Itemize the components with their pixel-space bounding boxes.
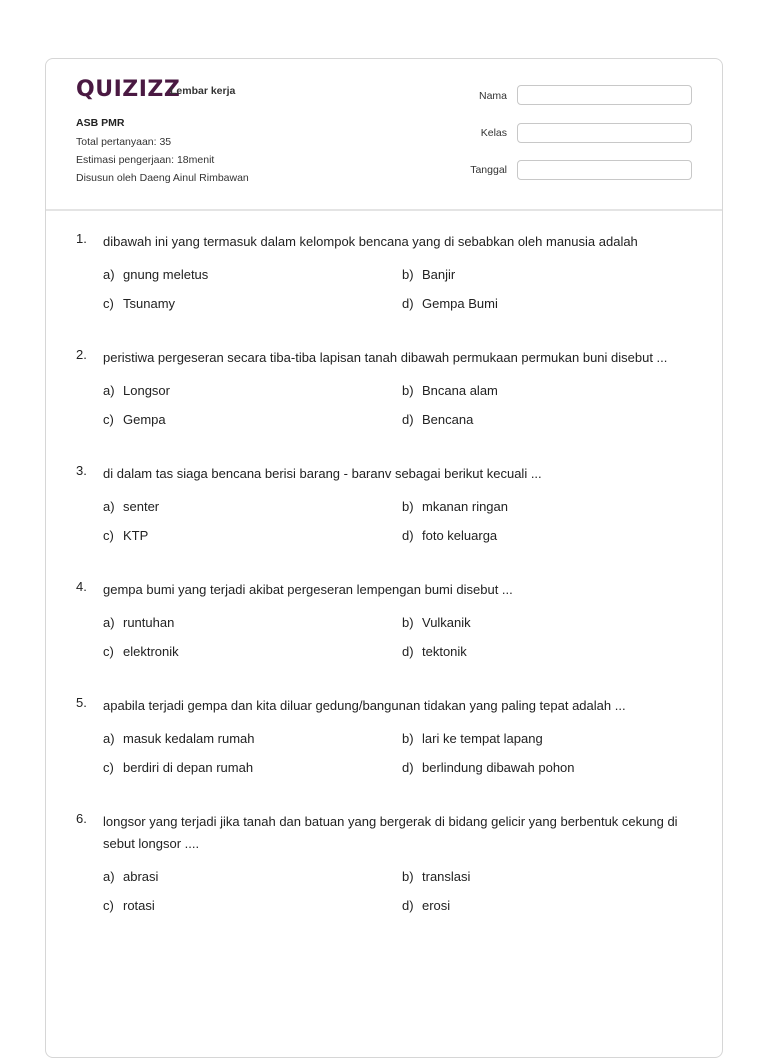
- author: Disusun oleh Daeng Ainul Rimbawan: [76, 172, 249, 184]
- option-letter: b): [402, 869, 414, 884]
- option-d: [402, 294, 682, 313]
- option-text: erosi: [422, 898, 451, 913]
- option-text: Vulkanik: [422, 615, 471, 630]
- option-b: [402, 729, 682, 748]
- option-text: rotasi: [123, 898, 155, 913]
- option-text: KTP: [123, 528, 149, 543]
- option-text: Tsunamy: [123, 296, 176, 311]
- option-d: [402, 410, 682, 429]
- question-number: 6.: [76, 811, 87, 826]
- option-text: berdiri di depan rumah: [123, 760, 254, 775]
- option-c: [103, 526, 402, 545]
- option-a: [103, 265, 402, 284]
- question-text: dibawah ini yang termasuk dalam kelompok bencana yang di sebabkan oleh manusia adalah: [103, 234, 638, 249]
- option-text: mkanan ringan: [422, 499, 508, 514]
- quizizz-logo: QUIZIZZ: [76, 77, 181, 102]
- option-letter: a): [103, 383, 115, 398]
- option-letter: b): [402, 615, 414, 630]
- option-text: tektonik: [422, 644, 467, 659]
- option-letter: c): [103, 528, 114, 543]
- option-text: Longsor: [123, 383, 170, 398]
- option-text: translasi: [422, 869, 471, 884]
- question: [46, 347, 722, 429]
- quiz-title: ASB PMR: [76, 117, 125, 129]
- option-letter: b): [402, 383, 414, 398]
- option-text: runtuhan: [123, 615, 175, 630]
- option-letter: d): [402, 644, 414, 659]
- option-c: [103, 410, 402, 429]
- option-a: [103, 497, 402, 516]
- option-list: [103, 613, 722, 661]
- option-b: [402, 265, 682, 284]
- option-letter: d): [402, 296, 414, 311]
- option-letter: a): [103, 869, 115, 884]
- option-letter: d): [402, 760, 414, 775]
- question: [46, 231, 722, 313]
- question-text: longsor yang terjadi jika tanah dan batuan yang bergerak di bidang gelicir yang berbentuk cekung di sebut longsor ....: [103, 814, 678, 851]
- question-number: 4.: [76, 579, 87, 594]
- option-text: abrasi: [123, 869, 159, 884]
- option-a: [103, 729, 402, 748]
- option-b: [402, 867, 682, 886]
- option-text: gnung meletus: [123, 267, 209, 282]
- option-c: [103, 758, 402, 777]
- option-b: [402, 497, 682, 516]
- option-letter: a): [103, 731, 115, 746]
- option-text: Banjir: [422, 267, 456, 282]
- option-b: [402, 613, 682, 632]
- question-number: 5.: [76, 695, 87, 710]
- question-number: 2.: [76, 347, 87, 362]
- class-label: Kelas: [480, 127, 507, 139]
- question-text: gempa bumi yang terjadi akibat pergeseran lempengan bumi disebut ...: [103, 582, 513, 597]
- question: [46, 579, 722, 661]
- option-letter: c): [103, 412, 114, 427]
- option-list: [103, 729, 722, 777]
- question: [46, 463, 722, 545]
- option-text: lari ke tempat lapang: [422, 731, 543, 746]
- option-list: [103, 265, 722, 313]
- option-text: berlindung dibawah pohon: [422, 760, 575, 775]
- question: [46, 811, 722, 915]
- worksheet: [45, 58, 723, 1058]
- date-field[interactable]: [517, 160, 692, 180]
- option-text: elektronik: [123, 644, 179, 659]
- question-list: [46, 231, 722, 949]
- option-letter: a): [103, 499, 115, 514]
- option-letter: b): [402, 499, 414, 514]
- option-letter: b): [402, 731, 414, 746]
- option-letter: a): [103, 267, 115, 282]
- question-text: apabila terjadi gempa dan kita diluar gedung/bangunan tidakan yang paling tepat adalah ...: [103, 698, 626, 713]
- sheet-type-label: Lembar kerja: [170, 85, 236, 97]
- option-d: [402, 526, 682, 545]
- option-letter: d): [402, 898, 414, 913]
- question: [46, 695, 722, 777]
- option-text: foto keluarga: [422, 528, 498, 543]
- option-letter: c): [103, 898, 114, 913]
- option-a: [103, 867, 402, 886]
- option-text: Gempa: [123, 412, 166, 427]
- option-letter: c): [103, 760, 114, 775]
- class-field[interactable]: [517, 123, 692, 143]
- option-letter: c): [103, 644, 114, 659]
- name-field[interactable]: [517, 85, 692, 105]
- option-letter: a): [103, 615, 115, 630]
- option-c: [103, 642, 402, 661]
- name-label: Nama: [478, 90, 507, 102]
- option-letter: d): [402, 412, 414, 427]
- option-letter: b): [402, 267, 414, 282]
- option-letter: c): [103, 296, 114, 311]
- total-questions: Total pertanyaan: 35: [76, 136, 172, 148]
- estimated-time: Estimasi pengerjaan: 18menit: [76, 154, 215, 166]
- option-text: masuk kedalam rumah: [123, 731, 255, 746]
- option-a: [103, 613, 402, 632]
- option-letter: d): [402, 528, 414, 543]
- date-label: Tanggal: [470, 164, 507, 176]
- option-text: senter: [123, 499, 160, 514]
- question-number: 3.: [76, 463, 87, 478]
- option-b: [402, 381, 682, 400]
- option-list: [103, 381, 722, 429]
- question-text: peristiwa pergeseran secara tiba-tiba lapisan tanah dibawah permukaan permukan buni disebut ...: [103, 350, 668, 365]
- option-list: [103, 497, 722, 545]
- question-number: 1.: [76, 231, 87, 246]
- question-text: di dalam tas siaga bencana berisi barang - baranv sebagai berikut kecuali ...: [103, 466, 542, 481]
- option-d: [402, 758, 682, 777]
- option-list: [103, 867, 722, 915]
- option-c: [103, 294, 402, 313]
- option-d: [402, 896, 682, 915]
- worksheet-header: [46, 59, 722, 211]
- option-text: Bencana: [422, 412, 474, 427]
- option-a: [103, 381, 402, 400]
- option-text: Gempa Bumi: [422, 296, 498, 311]
- option-c: [103, 896, 402, 915]
- option-text: Bncana alam: [422, 383, 498, 398]
- option-d: [402, 642, 682, 661]
